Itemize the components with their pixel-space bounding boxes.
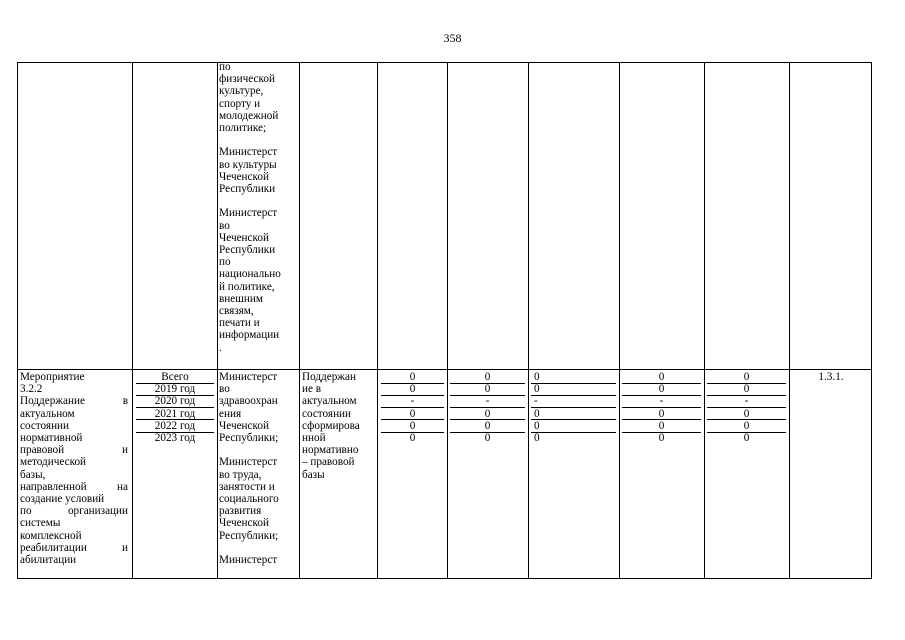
measure-name-line: абилитации bbox=[20, 554, 77, 567]
value-cell: 0 bbox=[409, 419, 416, 432]
value-cell: 0 bbox=[409, 407, 416, 420]
value-cell: 0 bbox=[743, 419, 750, 432]
responsible-executors-continued: по физической культуре, спорту и молодежной политике; Министерст во культуры Чеченской Республики Министерст во Чеченской Республики по национально й политике, внешним связям, печати и информации . bbox=[219, 61, 281, 354]
value-cell: 0 bbox=[484, 371, 491, 383]
column-divider bbox=[528, 370, 529, 578]
value-cell: 0 bbox=[409, 371, 416, 383]
column-divider bbox=[377, 370, 378, 578]
period-cell: 2022 год bbox=[154, 419, 196, 432]
value-cell: 0 bbox=[484, 419, 491, 432]
value-cell: 0 bbox=[743, 432, 750, 444]
measure-name-word: Поддержание bbox=[20, 395, 85, 408]
measure-name-line: нормативной bbox=[20, 432, 83, 445]
column-divider bbox=[299, 370, 300, 578]
value-cell: 0 bbox=[658, 407, 665, 420]
column-divider bbox=[217, 370, 218, 578]
value-cell: 0 bbox=[658, 371, 665, 383]
measure-name-line: создание условий bbox=[20, 493, 105, 506]
period-cell: 2019 год bbox=[154, 383, 196, 396]
value-cell: 0 bbox=[484, 383, 491, 396]
period-cell: 2021 год bbox=[154, 407, 196, 420]
value-cell: - bbox=[410, 395, 415, 408]
column-divider bbox=[299, 63, 300, 369]
measure-name-line: Мероприятие bbox=[20, 371, 85, 383]
table-row-continuation bbox=[17, 62, 872, 370]
value-cell: - bbox=[744, 395, 749, 408]
value-cell: 0 bbox=[534, 383, 540, 396]
column-divider bbox=[789, 63, 790, 369]
value-cell: 0 bbox=[658, 383, 665, 396]
value-cell: 0 bbox=[484, 407, 491, 420]
value-cell: 0 bbox=[534, 407, 540, 420]
value-cell: - bbox=[534, 395, 538, 408]
column-divider bbox=[704, 63, 705, 369]
measure-name-word: направленной bbox=[20, 480, 87, 493]
column-divider bbox=[789, 370, 790, 578]
measure-name-line: состоянии bbox=[20, 419, 70, 432]
column-divider bbox=[132, 370, 133, 578]
measure-name-line: базы, bbox=[20, 468, 46, 481]
measure-name-line bbox=[20, 505, 128, 517]
measure-name-word: по bbox=[20, 505, 32, 518]
value-cell: 0 bbox=[743, 371, 750, 383]
column-divider bbox=[447, 63, 448, 369]
measure-name-line: методической bbox=[20, 456, 87, 469]
measure-name-word: организации bbox=[67, 505, 128, 518]
value-cell: 0 bbox=[409, 383, 416, 396]
value-cell: 0 bbox=[658, 432, 665, 444]
measure-name-line bbox=[20, 395, 128, 407]
column-divider bbox=[704, 370, 705, 578]
measure-name-line bbox=[20, 481, 128, 493]
measure-name-word: правовой bbox=[20, 444, 65, 457]
responsible-executors: Министерст во здравоохран ения Чеченской Республики; Министерст во труда, занятости и социального развития Чеченской Республики; Министерст bbox=[219, 371, 279, 567]
expected-result: Поддержан ие в актуальном состоянии сформирова нной нормативно – правовой базы bbox=[302, 371, 360, 481]
column-divider bbox=[132, 63, 133, 369]
period-cell: 2020 год bbox=[154, 395, 196, 408]
column-divider bbox=[217, 63, 218, 369]
value-cell: 0 bbox=[534, 419, 540, 432]
value-cell: 0 bbox=[534, 432, 540, 444]
period-cell: 2023 год bbox=[154, 432, 196, 444]
value-cell: - bbox=[485, 395, 490, 408]
period-cell: Всего bbox=[161, 371, 189, 383]
column-divider bbox=[528, 63, 529, 369]
column-divider bbox=[447, 370, 448, 578]
column-divider bbox=[619, 63, 620, 369]
measure-name-line bbox=[20, 542, 128, 554]
indicator-reference: 1.3.1. bbox=[818, 371, 844, 383]
value-cell: 0 bbox=[743, 383, 750, 396]
value-cell: 0 bbox=[743, 407, 750, 420]
value-cell: 0 bbox=[409, 432, 416, 444]
measure-name-word: и bbox=[122, 444, 128, 457]
measure-name-word: в bbox=[122, 395, 128, 408]
value-cell: - bbox=[659, 395, 664, 408]
column-divider bbox=[619, 370, 620, 578]
measure-name-line: системы bbox=[20, 517, 61, 530]
measure-name-line: актуальном bbox=[20, 407, 75, 420]
measure-name-word: реабилитации bbox=[20, 541, 87, 554]
column-divider bbox=[377, 63, 378, 369]
value-cell: 0 bbox=[658, 419, 665, 432]
page-number: 358 bbox=[443, 31, 462, 45]
measure-name bbox=[20, 371, 128, 566]
value-cell: 0 bbox=[484, 432, 491, 444]
measure-name-line: комплексной bbox=[20, 529, 82, 542]
measure-name-word: на bbox=[117, 480, 128, 493]
table-row-measure-3-2-2 bbox=[17, 370, 872, 579]
measure-name-line bbox=[20, 444, 128, 456]
measure-name-line: 3.2.2 bbox=[20, 383, 43, 396]
value-cell: 0 bbox=[534, 371, 540, 383]
measure-name-word: и bbox=[122, 541, 128, 554]
